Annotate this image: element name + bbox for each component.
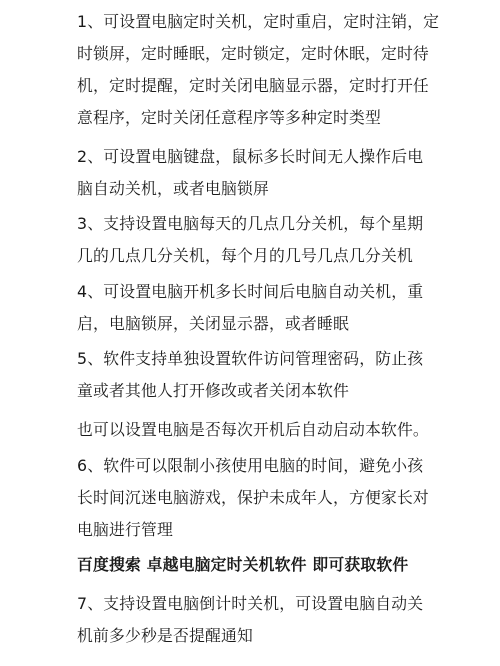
- text-line: 3、支持设置电脑每天的几点几分关机，每个星期: [77, 214, 424, 233]
- feature-item-7: [77, 588, 489, 652]
- search-hint: [77, 549, 489, 581]
- feature-item-4: [77, 276, 489, 340]
- text-line: 2、可设置电脑键盘，鼠标多长时间无人操作后电: [77, 147, 424, 166]
- text-line: 6、软件可以限制小孩使用电脑的时间，避免小孩: [77, 456, 424, 475]
- text-line: 时锁屏，定时睡眠，定时锁定，定时休眠，定时待: [77, 44, 429, 63]
- feature-item-5: [77, 343, 489, 407]
- text-line: 机，定时提醒，定时关闭电脑显示器，定时打开任: [77, 76, 429, 95]
- text-line: 电脑进行管理: [77, 520, 173, 539]
- text-line: 长时间沉迷电脑游戏，保护未成年人，方便家长对: [77, 488, 429, 507]
- text-line: 几的几点几分关机，每个月的几号几点几分关机: [77, 246, 413, 265]
- text-line: 脑自动关机，或者电脑锁屏: [77, 179, 269, 198]
- text-line: 4、可设置电脑开机多长时间后电脑自动关机，重: [77, 282, 424, 301]
- text-line: 7、支持设置电脑倒计时关机，可设置电脑自动关: [77, 594, 424, 613]
- text-line: 启，电脑锁屏，关闭显示器，或者睡眠: [77, 314, 349, 333]
- text-line: 机前多少秒是否提醒通知: [77, 626, 253, 645]
- text-line: 5、软件支持单独设置软件访问管理密码，防止孩: [77, 349, 424, 368]
- text-line: 1、可设置电脑定时关机，定时重启，定时注销，定: [77, 12, 440, 31]
- text-line: 也可以设置电脑是否每次开机后自动启动本软件。: [77, 420, 429, 439]
- feature-item-1: [77, 6, 489, 134]
- autostart-note: [77, 414, 489, 446]
- feature-item-3: [77, 208, 489, 272]
- text-line: 童或者其他人打开修改或者关闭本软件: [77, 381, 349, 400]
- text-line: 百度搜索 卓越电脑定时关机软件 即可获取软件: [77, 555, 409, 574]
- feature-item-6: [77, 450, 489, 546]
- text-line: 意程序，定时关闭任意程序等多种定时类型: [77, 108, 381, 127]
- feature-item-2: [77, 141, 489, 205]
